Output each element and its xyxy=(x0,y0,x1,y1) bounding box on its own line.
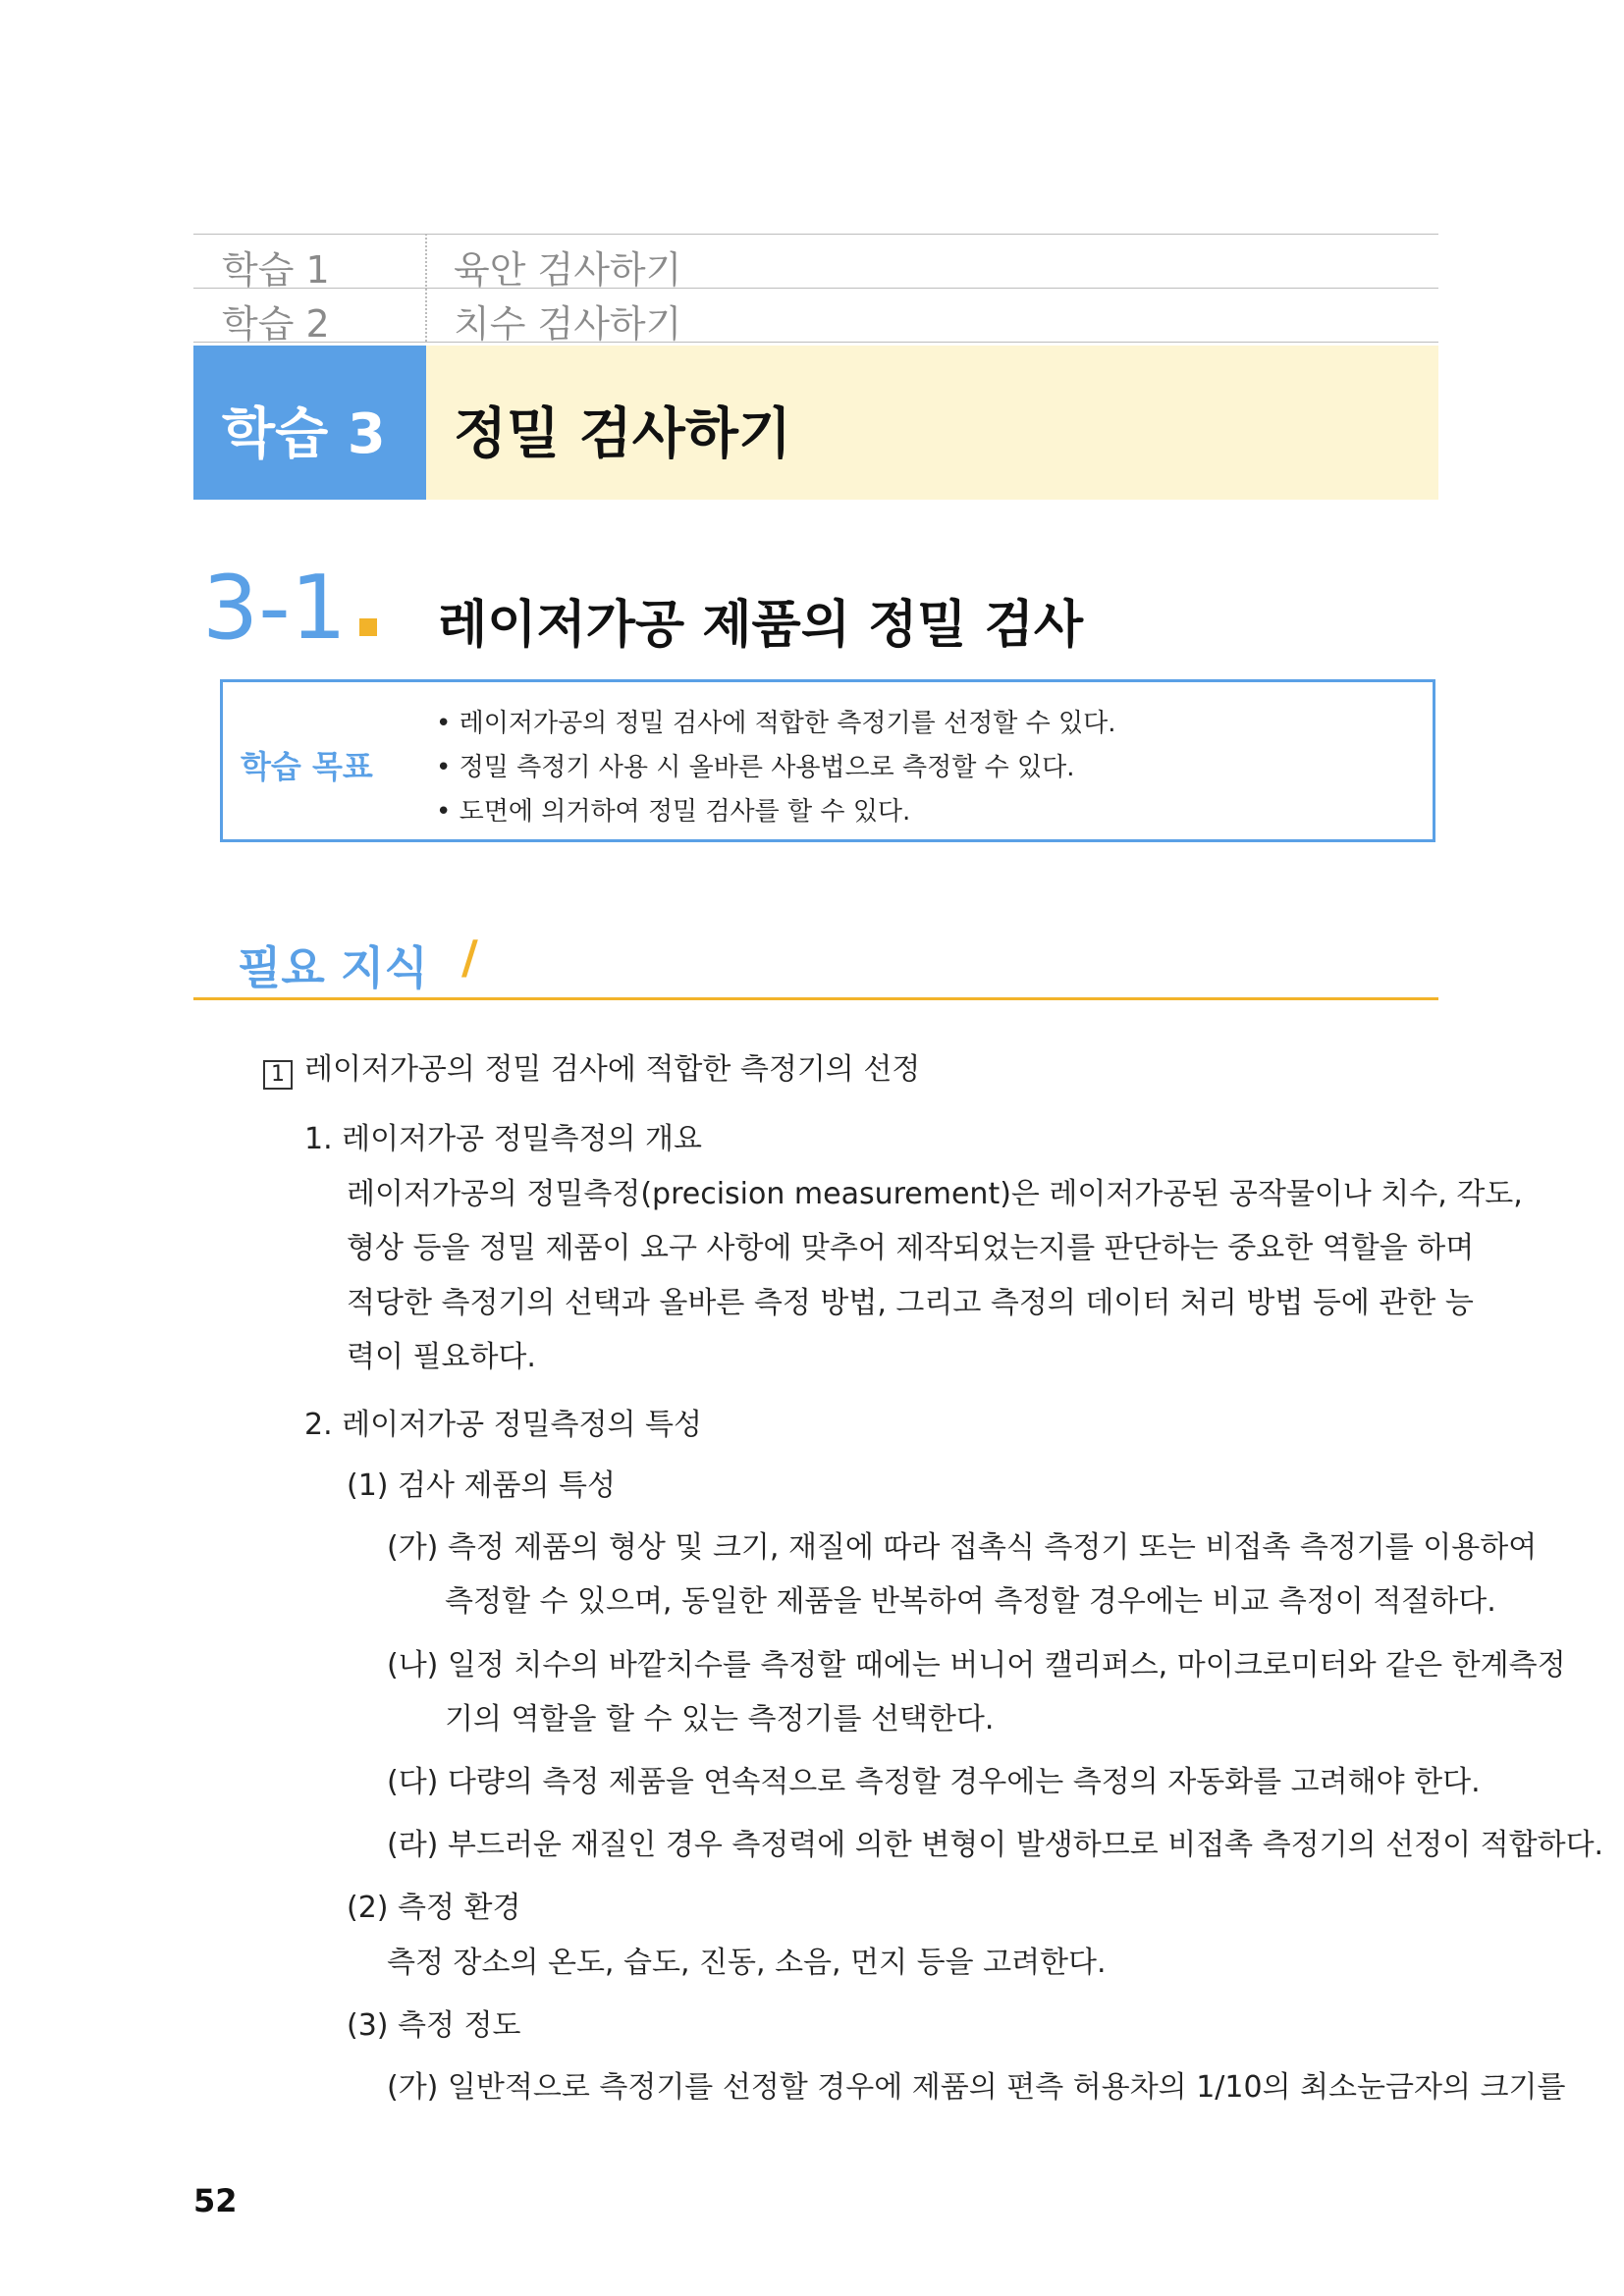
learn3-label: 학습 3 xyxy=(222,402,386,466)
p3-a-line1: (가) 일반적으로 측정기를 선정할 경우에 제품의 편측 허용차의 1/10의 최소눈금자의 크기를 xyxy=(387,2070,1566,2105)
goals-label: 학습 목표 xyxy=(241,748,373,785)
goal-item: • 정밀 측정기 사용 시 올바른 사용법으로 측정할 수 있다. xyxy=(436,753,1075,782)
goal-item: • 도면에 의거하여 정밀 검사를 할 수 있다. xyxy=(436,797,911,827)
s2-title: 2. 레이저가공 정밀측정의 특성 xyxy=(304,1408,702,1442)
section-number: 3-1 xyxy=(202,557,347,660)
knowledge-title: 필요 지식 xyxy=(238,941,428,994)
p2-title: (2) 측정 환경 xyxy=(347,1891,521,1925)
knowledge-rule xyxy=(193,997,1438,1000)
s1-title: 1. 레이저가공 정밀측정의 개요 xyxy=(304,1122,702,1156)
p1-b-line1: (나) 일정 치수의 바깥치수를 측정할 때에는 버니어 캘리퍼스, 마이크로미터와 같은 한계측정 xyxy=(387,1648,1566,1682)
learn2-label: 학습 2 xyxy=(222,302,330,346)
p1-b-line2: 기의 역할을 할 수 있는 측정기를 선택한다. xyxy=(445,1702,995,1736)
header-rule-top xyxy=(193,234,1438,235)
p1-a-line1: (가) 측정 제품의 형상 및 크기, 재질에 따라 접촉식 측정기 또는 비접촉 측정기를 이용하여 xyxy=(387,1530,1538,1565)
s1-line: 레이저가공의 정밀측정(precision measurement)은 레이저가공된 공작물이나 치수, 각도, xyxy=(347,1177,1523,1211)
p1-c: (다) 다량의 측정 제품을 연속적으로 측정할 경우에는 측정의 자동화를 고려해야 한다. xyxy=(387,1765,1481,1799)
s1-line: 형상 등을 정밀 제품이 요구 사항에 맞추어 제작되었는지를 판단하는 중요한 역할을 하며 xyxy=(347,1231,1475,1265)
learn1-label: 학습 1 xyxy=(222,248,330,292)
s1-line: 적당한 측정기의 선택과 올바른 측정 방법, 그리고 측정의 데이터 처리 방법 등에 관한 능 xyxy=(347,1286,1474,1320)
p2-text: 측정 장소의 온도, 습도, 진동, 소음, 먼지 등을 고려한다. xyxy=(387,1946,1107,1980)
s1-line: 력이 필요하다. xyxy=(347,1340,536,1374)
section-title: 레이저가공 제품의 정밀 검사 xyxy=(438,596,1084,655)
learn3-title: 정밀 검사하기 xyxy=(454,402,792,466)
item-number-box: 1 xyxy=(263,1060,293,1090)
header-rule-bottom xyxy=(193,342,1438,343)
item1-heading xyxy=(263,1044,920,1090)
p1-a-line2: 측정할 수 있으며, 동일한 제품을 반복하여 측정할 경우에는 비교 측정이 적절하다. xyxy=(445,1584,1496,1619)
knowledge-slash: / xyxy=(461,931,478,984)
p3-title: (3) 측정 정도 xyxy=(347,2008,521,2043)
p1-d: (라) 부드러운 재질인 경우 측정력에 의한 변형이 발생하므로 비접촉 측정기의 선정이 적합하다. xyxy=(387,1828,1604,1862)
header-rule-mid xyxy=(193,288,1438,289)
learn1-title: 육안 검사하기 xyxy=(454,248,682,292)
section-number-dot xyxy=(359,618,377,636)
page-number: 52 xyxy=(193,2182,238,2219)
learn2-title: 치수 검사하기 xyxy=(454,302,682,346)
item1-title: 레이저가공의 정밀 검사에 적합한 측정기의 선정 xyxy=(304,1052,921,1087)
header-divider xyxy=(425,234,427,342)
goal-item: • 레이저가공의 정밀 검사에 적합한 측정기를 선정할 수 있다. xyxy=(436,709,1116,738)
p1-title: (1) 검사 제품의 특성 xyxy=(347,1468,616,1503)
